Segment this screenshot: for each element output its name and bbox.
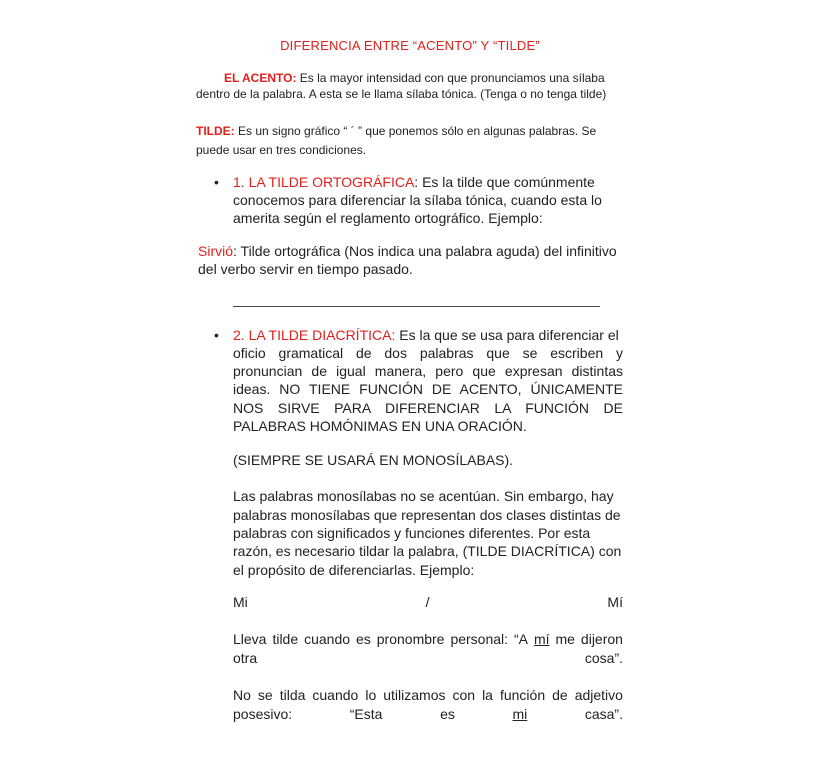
acento-line-1 [224, 71, 605, 86]
mono-text-2: palabras monosílabas que representan dos clases distintas de [233, 507, 621, 523]
bullet-ortografica: • [214, 174, 219, 190]
word: cuando [312, 687, 359, 703]
ejemplo1-word: Sirvió [198, 243, 234, 259]
underlined-word: mi [512, 706, 528, 722]
ejemplo1-text-2: del verbo servir en tiempo pasado. [198, 261, 413, 277]
ortografica-text-2: conocemos para diferenciar la sílaba tónica, cuando esta lo [233, 192, 602, 208]
diacritica-line-1 [233, 326, 619, 345]
mi-row [233, 594, 623, 610]
word: pronombre [376, 631, 445, 647]
nose-line-1 [233, 687, 623, 703]
lleva-line-2 [233, 650, 623, 666]
tilde-line-1 [196, 124, 596, 139]
word: personal: [450, 631, 509, 647]
mono-text-5: el propósito de diferenciarlas. Ejemplo: [233, 562, 475, 578]
siempre-note: (SIEMPRE SE USARÁ EN MONOSÍLABAS). [233, 452, 514, 468]
word: cuando [304, 631, 351, 647]
lleva-line-1 [233, 631, 623, 647]
word: utilizamos [383, 687, 446, 703]
ortografica-label: 1. LA TILDE ORTOGRÁFICA [233, 174, 415, 190]
word: posesivo: [233, 706, 293, 722]
tilde-text-2: puede usar en tres condiciones. [196, 143, 367, 157]
tilde-label: TILDE: [196, 124, 235, 138]
word: tilda [279, 687, 306, 703]
word: No [233, 687, 251, 703]
word: “Esta [349, 706, 383, 722]
underlined-word: mí [533, 631, 550, 647]
diacritica-text-1: Es la que se usa para diferenciar el [395, 327, 619, 343]
word: adjetivo [574, 687, 623, 703]
word: “A [514, 631, 528, 647]
word: de [552, 687, 568, 703]
word: tilde [272, 631, 299, 647]
ejemplo1-line-1 [198, 242, 617, 261]
word: Lleva [233, 631, 267, 647]
word: función [499, 687, 546, 703]
word: es [440, 706, 455, 722]
mi-left: Mi [233, 594, 248, 610]
word: dijeron [580, 631, 623, 647]
mono-text-1: Las palabras monosílabas no se acentúan. Sin embargo, hay [233, 488, 614, 504]
bullet-diacritica: • [214, 327, 219, 343]
document-title: DIFERENCIA ENTRE “ACENTO” Y “TILDE” [280, 38, 540, 53]
diacritica-label: 2. LA TILDE DIACRÍTICA: [233, 327, 396, 343]
mono-text-3: palabras con significados y funciones diferentes. Por esta [233, 525, 591, 541]
ortografica-text-3: amerita según el reglamento ortográfico. Ejemplo: [233, 210, 543, 226]
diacritica-text-2: oficio gramatical de dos palabras que se escriben y [233, 345, 623, 361]
word: lo [365, 687, 377, 703]
ejemplo1-text-1: : Tilde ortográfica (Nos indica una palabra aguda) del infinitivo [233, 243, 617, 259]
ortografica-text-1: : Es la tilde que comúnmente [414, 174, 595, 190]
word: cosa”. [584, 650, 623, 666]
word: me [555, 631, 575, 647]
word: es [356, 631, 371, 647]
word: casa”. [584, 706, 623, 722]
mi-slash: / [425, 594, 430, 610]
diacritica-text-5: NOS SIRVE PARA DIFERENCIAR LA FUNCIÓN DE [233, 400, 623, 416]
acento-text-1: Es la mayor intensidad con que pronunciamos una sílaba [296, 71, 605, 85]
diacritica-text-3: pronuncian de igual manera, pero que expresan distintas [233, 363, 623, 379]
diacritica-text-4: ideas. NO TIENE FUNCIÓN DE ACENTO, ÚNICAMENTE [233, 381, 623, 397]
word: otra [233, 650, 258, 666]
word: se [257, 687, 273, 703]
separator-rule [233, 306, 600, 307]
acento-label: EL ACENTO: [224, 71, 297, 85]
tilde-text-1: Es un signo gráfico “ ´ ” que ponemos sólo en algunas palabras. Se [234, 124, 597, 138]
mono-text-4: razón, es necesario tildar la palabra, (TILDE DIACRÍTICA) con [233, 543, 622, 559]
ortografica-line-1 [233, 173, 595, 192]
diacritica-text-6: PALABRAS HOMÓNIMAS EN UNA ORACIÓN. [233, 418, 527, 434]
word: la [482, 687, 493, 703]
nose-line-2 [233, 706, 623, 722]
acento-text-2: dentro de la palabra. A esta se le llama sílaba tónica. (Tenga o no tenga tilde) [196, 87, 607, 101]
mi-right: Mí [607, 594, 623, 610]
word: con [452, 687, 476, 703]
